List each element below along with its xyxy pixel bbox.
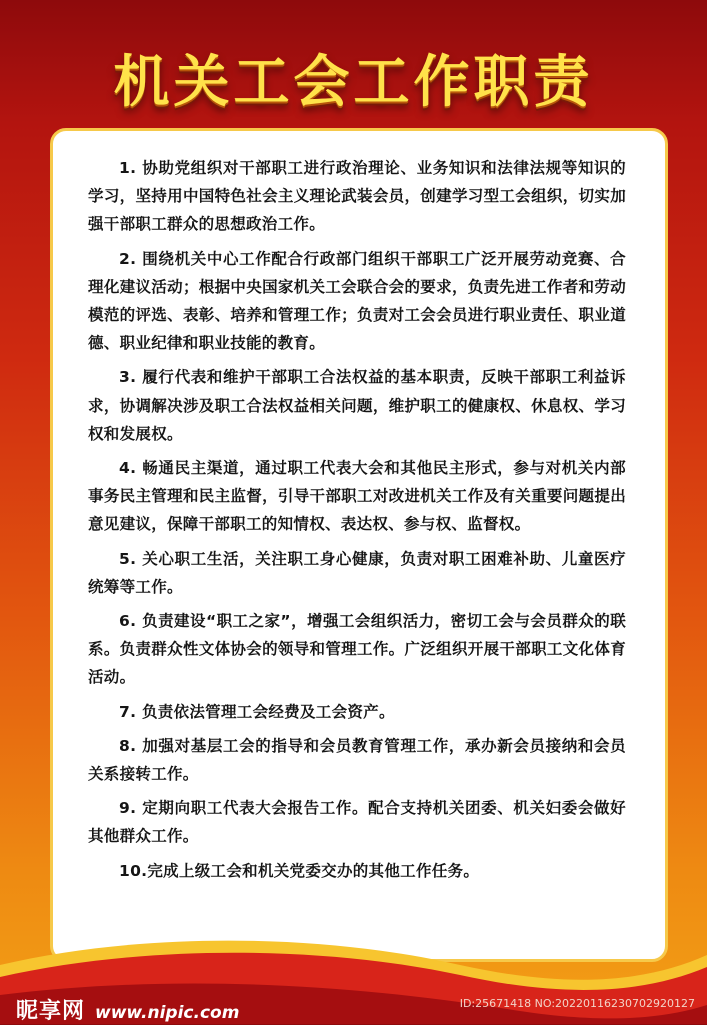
watermark-id: ID:25671418 NO:20220116230702920127 xyxy=(459,997,695,1010)
duty-item-3: 3. 履行代表和维护干部职工合法权益的基本职责，反映干部职工利益诉求，协调解决涉及职工合法权益相关问题，维护职工的健康权、休息权、学习权和发展权。 xyxy=(88,368,626,443)
watermark-logo-text: 昵享网 xyxy=(16,999,86,1024)
duty-item-8: 8. 加强对基层工会的指导和会员教育管理工作，承办新会员接纳和会员关系接转工作。 xyxy=(88,736,626,784)
watermark-url: www.nipic.com xyxy=(95,1003,240,1023)
duty-item-9: 9. 定期向职工代表大会报告工作。配合支持机关团委、机关妇委会做好其他群众工作。 xyxy=(88,799,626,846)
duties-list xyxy=(88,154,626,891)
duty-item-4: 4. 畅通民主渠道，通过职工代表大会和其他民主形式，参与对机关内部事务民主管理和民主监督，引导干部职工对改进机关工作及有关重要问题提出意见建议，保障干部职工的知情权、表达权、参与权、监督权。 xyxy=(88,459,626,534)
page-title: 机关工会工作职责 xyxy=(113,50,594,115)
duty-item-10: 10.完成上级工会和机关党委交办的其他工作任务。 xyxy=(119,861,480,880)
duty-item-1: 1. 协助党组织对干部职工进行政治理论、业务知识和法律法规等知识的学习，坚持用中国特色社会主义理论武装会员，创建学习型工会组织，切实加强干部职工群众的思想政治工作。 xyxy=(88,159,626,234)
duty-item-6: 6. 负责建设“职工之家”，增强工会组织活力，密切工会与会员群众的联系。负责群众性文体协会的领导和管理工作。广泛组织开展干部职工文化体育活动。 xyxy=(88,612,626,687)
duty-item-2: 2. 围绕机关中心工作配合行政部门组织干部职工广泛开展劳动竞赛、合理化建议活动；根据中央国家机关工会联合会的要求，负责先进工作者和劳动模范的评选、表彰、培养和管理工作；负责对工会会员进行职业责任、职业道德、职业纪律和职业技能的教育。 xyxy=(88,249,626,353)
duty-item-5: 5. 关心职工生活，关注职工身心健康，负责对职工困难补助、儿童医疗统筹等工作。 xyxy=(88,549,626,596)
watermark-logo xyxy=(16,994,239,1025)
duty-item-7: 7. 负责依法管理工会经费及工会资产。 xyxy=(119,702,395,721)
